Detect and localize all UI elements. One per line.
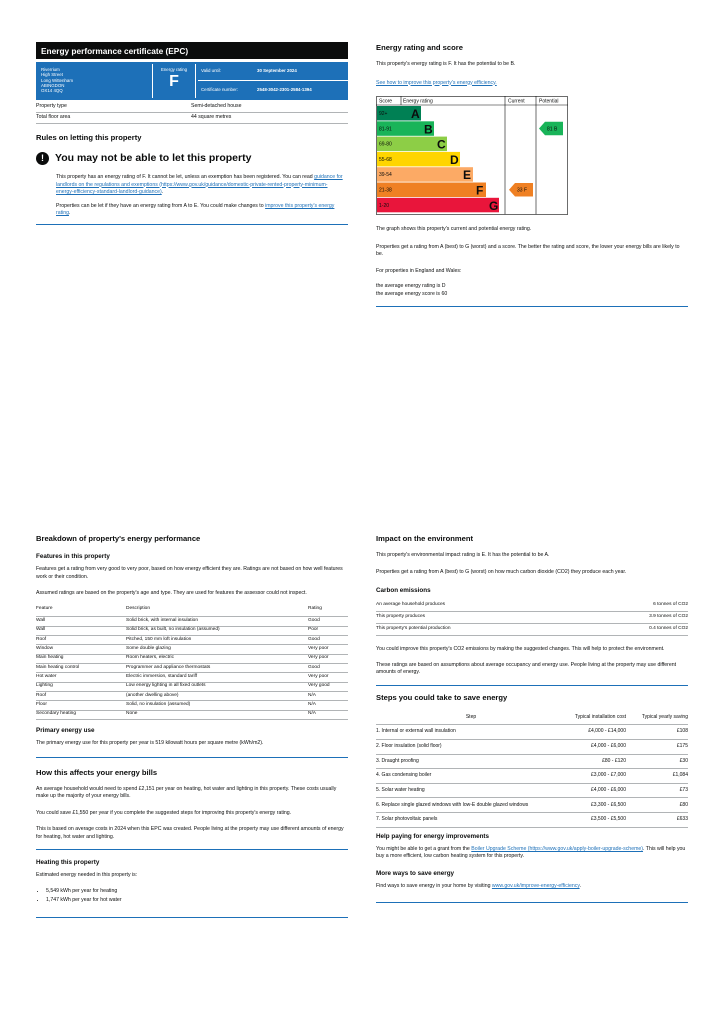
heating-heading: Heating this property [36, 859, 100, 867]
divider [376, 306, 688, 307]
description-cell: Programmer and appliance thermostats [126, 664, 308, 673]
rating-cell: Good [308, 636, 348, 645]
step-cell: 3. Draught proofing [376, 754, 566, 769]
table-row [376, 624, 688, 636]
letting-paragraph: This property has an energy rating of F. It cannot be let, unless an exemption has been registered. You can read guidance for landlords on the regulations and exemptions (https://www.gov.uk/guidance/domestic-private-rented-property-minimum-energy-efficiency-standard-landlord-guidance). [56, 174, 343, 196]
average-rating-text: the average energy rating is D [376, 283, 446, 290]
features-paragraph: Features get a rating from very good to very poor, based on how energy efficient they are. Ratings are not based on how well features work or their condition. [36, 566, 343, 580]
saving-cell: £175 [632, 739, 688, 754]
column-header: Description [126, 606, 308, 617]
letting-heading: Rules on letting this property [36, 132, 142, 142]
address-line: OX14 4QQ [41, 88, 63, 94]
divider [376, 685, 688, 686]
valid-until-value: 30 September 2024 [257, 67, 297, 73]
bills-paragraph: This is based on average costs in 2024 when this EPC was created. People living at the property may use different amounts of energy for heating, hot water and lighting. [36, 826, 344, 840]
column-header: Rating [308, 606, 348, 617]
description-cell: Solid brick, as built, no insulation (assumed) [126, 626, 308, 635]
description-cell: (another dwelling above) [126, 691, 308, 700]
floor-area-value: 44 square metres [191, 114, 232, 121]
divider [36, 849, 348, 850]
carbon-table [376, 600, 688, 636]
table-row [376, 769, 688, 784]
bills-heading: How this affects your energy bills [36, 767, 158, 777]
rating-heading: Energy rating and score [376, 43, 463, 52]
chart-header-current: Current [508, 98, 525, 105]
current-rating-label: 33 F [517, 187, 528, 194]
carbon-label: This property's potential production [376, 624, 581, 636]
band-letter-label: F [476, 183, 484, 198]
feature-cell: Hot water [36, 673, 126, 682]
feature-cell: Secondary heating [36, 710, 126, 719]
improve-efficiency-link[interactable]: See how to improve this property's energy efficiency. [376, 79, 497, 86]
table-row [36, 617, 348, 626]
table-row [376, 783, 688, 798]
band-range-label: 92+ [379, 111, 388, 118]
cost-cell: £4,000 - £14,000 [566, 725, 632, 740]
list-item: • 1,747 kWh per year for hot water [46, 897, 348, 905]
landlord-guidance-link[interactable]: guidance for landlords on the regulations and exemptions (https://www.gov.uk/guidance/domestic-private-rented-property-minimum-energy-efficiency-standard-landlord-guidance) [56, 174, 343, 196]
feature-cell: Window [36, 645, 126, 654]
column-header: Typical yearly saving [632, 711, 688, 725]
cost-cell: £80 - £120 [566, 754, 632, 769]
more-ways-paragraph: Find ways to save energy in your home by visiting www.gov.uk/improve-energy-efficiency. [376, 882, 582, 889]
features-heading: Features in this property [36, 553, 110, 560]
rating-box [152, 64, 196, 98]
bills-paragraph: An average household would need to spend £2,151 per year on heating, hot water and lighting in this property. These costs usually make up the majority of your energy bills. [36, 785, 337, 800]
band-letter-label: E [463, 168, 472, 183]
table-row [36, 654, 348, 663]
table-header-row [36, 606, 348, 617]
table-row [36, 636, 348, 645]
address-line: ABINGDON [41, 82, 65, 88]
divider [36, 917, 348, 918]
assumed-ratings-paragraph: Assumed ratings are based on the property's age and type. They are used for features the assessor could not inspect. [36, 590, 307, 597]
rating-cell: Poor [308, 626, 348, 635]
rating-cell: Good [308, 664, 348, 673]
feature-cell: Floor [36, 701, 126, 710]
step-cell: 7. Solar photovoltaic panels [376, 813, 566, 828]
rating-cell: N/A [308, 701, 348, 710]
rating-intro: This property's energy rating is F. It has the potential to be B. [376, 61, 516, 67]
cost-cell: £3,000 - £7,000 [566, 769, 632, 784]
features-table [36, 606, 348, 720]
band-range-label: 81-91 [379, 126, 392, 133]
energy-rating-letter: F [169, 73, 179, 91]
feature-cell: Roof [36, 691, 126, 700]
table-row [36, 626, 348, 635]
boiler-upgrade-link[interactable]: Boiler Upgrade Scheme (https://www.gov.uk/apply-boiler-upgrade-scheme) [471, 845, 644, 852]
environment-heading: Impact on the environment [376, 534, 474, 543]
average-score-text: the average energy score is 60 [376, 290, 448, 297]
step-cell: 6. Replace single glazed windows with low-E double glazed windows [376, 798, 566, 813]
band-range-label: 55-68 [379, 156, 392, 163]
divider [376, 902, 688, 903]
potential-rating-label: 81 B [547, 126, 558, 133]
band-letter-label: G [489, 198, 499, 213]
improve-efficiency-gov-link[interactable]: www.gov.uk/improve-energy-efficiency [491, 882, 580, 889]
feature-cell: Wall [36, 626, 126, 635]
england-wales-text: For properties in England and Wales: [376, 267, 462, 274]
certificate-number-label: Certificate number: [201, 87, 239, 93]
rating-cell: Very good [308, 682, 348, 691]
saving-cell: £80 [632, 798, 688, 813]
valid-until-label: Valid until: [201, 67, 221, 73]
description-cell: Room heaters, electric [126, 654, 308, 663]
certificate-title: Energy performance certificate (EPC) [36, 42, 348, 59]
saving-cell: £633 [632, 813, 688, 828]
rating-band-f [377, 183, 486, 198]
saving-cell: £73 [632, 783, 688, 798]
band-range-label: 1-20 [379, 202, 390, 209]
environment-paragraph: Properties get a rating from A (best) to G (worst) on how much carbon dioxide (CO2) they produce each year. [376, 568, 627, 575]
floor-area-row [36, 113, 348, 124]
cost-cell: £3,500 - £5,500 [566, 813, 632, 828]
column-header: Feature [36, 606, 126, 617]
environment-paragraph: This property's environmental impact rating is E. It has the potential to be A. [376, 552, 550, 558]
energy-rating-section [376, 42, 688, 307]
letting-paragraph: Properties can be let if they have an energy rating from A to E. You could make changes to improve this property's energy rating. [56, 202, 335, 217]
table-row [376, 813, 688, 828]
rating-cell: Very poor [308, 645, 348, 654]
table-header-row [376, 711, 688, 725]
address-line: Long Wittenham [41, 77, 73, 83]
property-type-row [36, 102, 348, 113]
rating-cell: Good [308, 617, 348, 626]
carbon-label: An average household produces [376, 600, 581, 611]
saving-cell: £108 [632, 725, 688, 740]
feature-cell: Roof [36, 636, 126, 645]
steps-table [376, 711, 688, 828]
environment-section [376, 533, 688, 903]
help-paragraph: You might be able to get a grant from the Boiler Upgrade Scheme (https://www.gov.uk/apply-boiler-upgrade-scheme). This will help you buy a more efficient, low carbon heating system for this property. [376, 845, 686, 860]
carbon-label: This property produces [376, 612, 581, 624]
band-range-label: 69-80 [379, 141, 392, 148]
feature-cell: Lighting [36, 682, 126, 691]
table-row [376, 612, 688, 624]
table-row [36, 673, 348, 682]
description-cell: Low energy lighting in all fixed outlets [126, 682, 308, 691]
table-row [376, 798, 688, 813]
warning-icon: ! [36, 152, 49, 165]
saving-cell: £1,084 [632, 769, 688, 784]
table-row [36, 710, 348, 719]
step-cell: 4. Gas condensing boiler [376, 769, 566, 784]
address-line: High Street [41, 72, 63, 78]
rating-cell: N/A [308, 691, 348, 700]
property-type-value: Semi-detached house [191, 103, 242, 110]
band-range-label: 39-54 [379, 172, 392, 179]
carbon-heading: Carbon emissions [376, 587, 431, 595]
table-row [376, 739, 688, 754]
letting-warning [36, 151, 348, 166]
description-cell: Solid brick, with internal insulation [126, 617, 308, 626]
table-row [376, 725, 688, 740]
environment-paragraph: These ratings are based on assumptions about average occupancy and energy use. People living at the property may use different amounts of energy. [376, 661, 677, 676]
property-type-label: Property type [36, 103, 67, 110]
rating-band-g [377, 198, 499, 213]
cost-cell: £4,000 - £6,000 [566, 783, 632, 798]
primary-energy-heading: Primary energy use [36, 726, 95, 734]
step-cell: 5. Solar water heating [376, 783, 566, 798]
rating-scale-text: Properties get a rating from A (best) to G (worst) and a score. The better the rating and score, the lower your energy bills are likely to be. [376, 243, 680, 258]
step-cell: 1. Internal or external wall insulation [376, 725, 566, 740]
feature-cell: Main heating control [36, 664, 126, 673]
table-row [376, 600, 688, 611]
address-line: Riverrium [41, 67, 60, 72]
band-range-label: 21-38 [379, 187, 392, 194]
bills-paragraph: You could save £1,550 per year if you complete the suggested steps for improving this property's energy rating. [36, 809, 292, 816]
epc-rating-chart [376, 96, 568, 216]
band-letter-label: B [424, 122, 433, 137]
heating-list [36, 888, 348, 905]
cost-cell: £4,000 - £6,000 [566, 739, 632, 754]
certificate-number-value: 2548-3042-2301-2584-1394 [257, 87, 312, 93]
description-cell: None [126, 710, 308, 719]
graph-caption: The graph shows this property's current and potential energy rating. [376, 226, 532, 233]
energy-rating-label: Energy rating [160, 67, 188, 72]
primary-energy-text: The primary energy use for this property per year is 519 kilowatt hours per square metre (kWh/m2). [36, 740, 264, 747]
more-ways-heading: More ways to save energy [376, 869, 455, 877]
carbon-value: 6 tonnes of CO2 [581, 600, 688, 611]
certificate-summary-box [36, 62, 348, 100]
breakdown-heading: Breakdown of property's energy performance [36, 534, 201, 543]
band-letter-label: D [450, 152, 459, 167]
heating-intro: Estimated energy needed in this property is: [36, 872, 138, 879]
description-cell: Some double glazing [126, 645, 308, 654]
carbon-value: 3.9 tonnes of CO2 [581, 612, 688, 624]
rating-cell: Very poor [308, 673, 348, 682]
feature-cell: Wall [36, 617, 126, 626]
steps-heading: Steps you could take to save energy [376, 692, 508, 702]
step-cell: 2. Floor insulation (solid floor) [376, 739, 566, 754]
certificate-section [36, 42, 348, 225]
divider [36, 224, 348, 225]
table-row [36, 682, 348, 691]
rating-cell: N/A [308, 710, 348, 719]
carbon-value: 0.4 tonnes of CO2 [581, 624, 688, 636]
column-header: Typical installation cost [566, 711, 632, 725]
chart-header-potential: Potential [539, 98, 559, 105]
description-cell: Electric immersion, standard tariff [126, 673, 308, 682]
description-cell: Pitched, 150 mm loft insulation [126, 636, 308, 645]
table-row [376, 754, 688, 769]
validity-block [198, 62, 348, 100]
list-item: • 5,549 kWh per year for heating [46, 888, 348, 896]
table-row [36, 664, 348, 673]
breakdown-section [36, 533, 348, 918]
table-row [36, 701, 348, 710]
environment-paragraph: You could improve this property's CO2 emissions by making the suggested changes. This will help to protect the environment. [376, 646, 665, 653]
improve-rating-link[interactable]: improve this property's energy rating [56, 202, 335, 217]
address-block [41, 67, 73, 93]
divider [36, 757, 348, 758]
chart-header-energy-rating: Energy rating [403, 98, 433, 105]
floor-area-label: Total floor area [36, 114, 71, 121]
feature-cell: Main heating [36, 654, 126, 663]
chart-header-score: Score [379, 98, 393, 105]
warning-text: You may not be able to let this property [55, 151, 252, 164]
table-row [36, 645, 348, 654]
table-row [36, 691, 348, 700]
description-cell: Solid, no insulation (assumed) [126, 701, 308, 710]
band-letter-label: C [437, 137, 446, 152]
saving-cell: £30 [632, 754, 688, 769]
band-letter-label: A [411, 107, 420, 122]
rating-cell: Very poor [308, 654, 348, 663]
help-heading: Help paying for energy improvements [376, 832, 490, 840]
cost-cell: £3,300 - £6,500 [566, 798, 632, 813]
column-header: Step [376, 711, 566, 725]
